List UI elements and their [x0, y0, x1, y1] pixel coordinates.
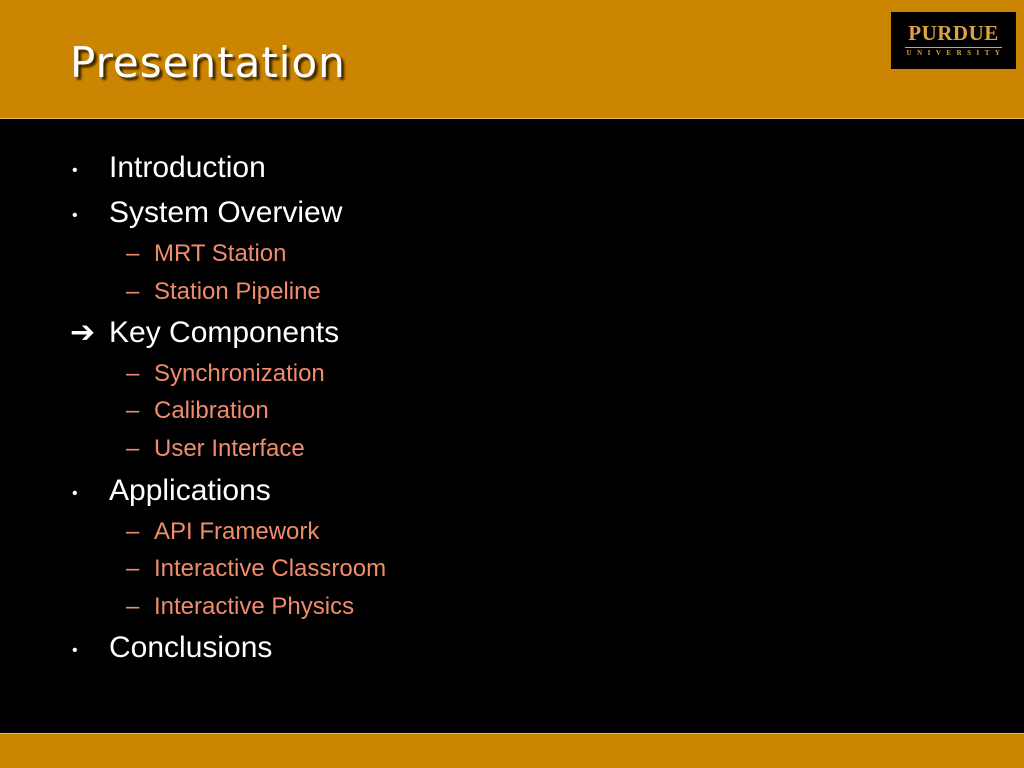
outline-item-key-components: Key Components — [109, 316, 340, 349]
outline-subitem-api-framework: API Framework — [154, 518, 320, 545]
bullet-icon: • — [72, 162, 78, 179]
logo-subtitle: UNIVERSITY — [906, 49, 1006, 57]
bullet-icon: • — [72, 642, 78, 659]
outline-subitem-calibration: Calibration — [154, 397, 269, 424]
dash-icon: – — [126, 240, 140, 267]
dash-icon: – — [126, 518, 140, 545]
outline-subitem-synchronization: Synchronization — [154, 360, 325, 387]
arrow-right-icon: ➔ — [70, 316, 96, 349]
dash-icon: – — [126, 593, 140, 620]
outline-subitem-user-interface: User Interface — [154, 435, 305, 462]
logo-wordmark: PURDUE — [908, 21, 999, 45]
outline-subitem-station-pipeline: Station Pipeline — [154, 278, 321, 305]
outline-item-system-overview: System Overview — [109, 196, 343, 229]
outline-item-introduction: Introduction — [109, 151, 266, 184]
bullet-icon: • — [72, 207, 78, 224]
outline-item-applications: Applications — [109, 474, 271, 507]
slide-footer — [0, 733, 1024, 768]
dash-icon: – — [126, 435, 140, 462]
outline-item-conclusions: Conclusions — [109, 631, 273, 664]
bullet-icon: • — [72, 485, 78, 502]
dash-icon: – — [126, 555, 140, 582]
outline-subitem-mrt-station: MRT Station — [154, 240, 287, 267]
outline-subitem-interactive-physics: Interactive Physics — [154, 593, 355, 620]
dash-icon: – — [126, 360, 140, 387]
logo-divider — [905, 47, 1002, 48]
dash-icon: – — [126, 278, 140, 305]
outline-subitem-interactive-classroom: Interactive Classroom — [154, 555, 387, 582]
slide-title: Presentation — [70, 38, 346, 87]
slide-content — [0, 120, 1024, 732]
purdue-logo — [891, 12, 1016, 69]
dash-icon: – — [126, 397, 140, 424]
slide-header — [0, 0, 1024, 119]
